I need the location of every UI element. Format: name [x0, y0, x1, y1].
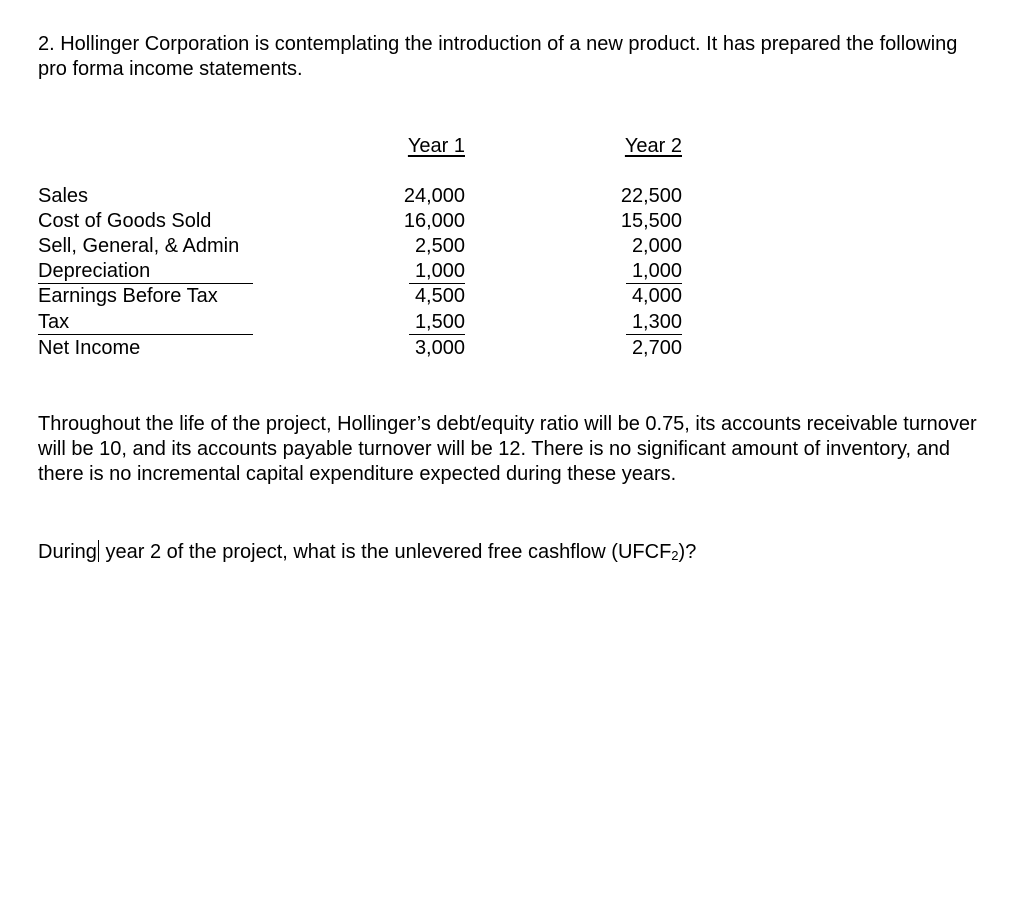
question-part-1: During — [38, 541, 97, 563]
column-header-year-1: Year 1 — [407, 135, 465, 157]
cell-sales-year-2: 22,500 — [620, 185, 682, 207]
row-label-tax: Tax — [38, 311, 70, 333]
row-label-net-income: Net Income — [38, 337, 141, 359]
cell-net-income-year-1: 3,000 — [414, 337, 465, 359]
cell-ebt-year-1: 4,500 — [414, 285, 465, 307]
cell-cogs-year-1: 16,000 — [403, 210, 465, 232]
cell-sga-year-1: 2,500 — [414, 235, 465, 257]
cell-depreciation-year-2: 1,000 — [631, 260, 682, 282]
cell-tax-year-1: 1,500 — [414, 311, 465, 333]
problem-intro: 2. Hollinger Corporation is contemplating the introduction of a new product. It has prepared the following pro forma income statements. — [38, 33, 958, 80]
row-label-sga: Sell, General, & Admin — [38, 235, 240, 257]
subtotal-rule-year-1-tax — [409, 334, 465, 335]
row-label-sales: Sales — [38, 185, 89, 207]
cell-net-income-year-2: 2,700 — [631, 337, 682, 359]
question-text — [38, 540, 696, 565]
cell-depreciation-year-1: 1,000 — [414, 260, 465, 282]
cell-sga-year-2: 2,000 — [631, 235, 682, 257]
column-header-year-2: Year 2 — [624, 135, 682, 157]
project-assumptions-paragraph: Throughout the life of the project, Hollinger’s debt/equity ratio will be 0.75, its accounts receivable turnover will be 10, and its accounts payable turnover will be 12. There is no significant amount of inventory, and there is no incremental capital expenditure expected during these years. — [38, 413, 977, 485]
cell-ebt-year-2: 4,000 — [631, 285, 682, 307]
cell-tax-year-2: 1,300 — [631, 311, 682, 333]
row-label-ebt: Earnings Before Tax — [38, 285, 218, 307]
question-part-3: )? — [678, 541, 697, 563]
question-subscript: 2 — [671, 548, 679, 563]
row-label-depreciation: Depreciation — [38, 260, 151, 282]
text-cursor — [98, 540, 99, 562]
cell-sales-year-1: 24,000 — [403, 185, 465, 207]
subtotal-rule-year-2-depreciation — [626, 283, 682, 284]
subtotal-rule-year-1-depreciation — [409, 283, 465, 284]
row-label-cogs: Cost of Goods Sold — [38, 210, 212, 232]
cell-cogs-year-2: 15,500 — [620, 210, 682, 232]
subtotal-rule-label-tax — [38, 334, 253, 335]
question-part-2: year 2 of the project, what is the unlevered free cashflow (UFCF — [99, 541, 672, 563]
subtotal-rule-year-2-tax — [626, 334, 682, 335]
subtotal-rule-label-depreciation — [38, 283, 253, 284]
